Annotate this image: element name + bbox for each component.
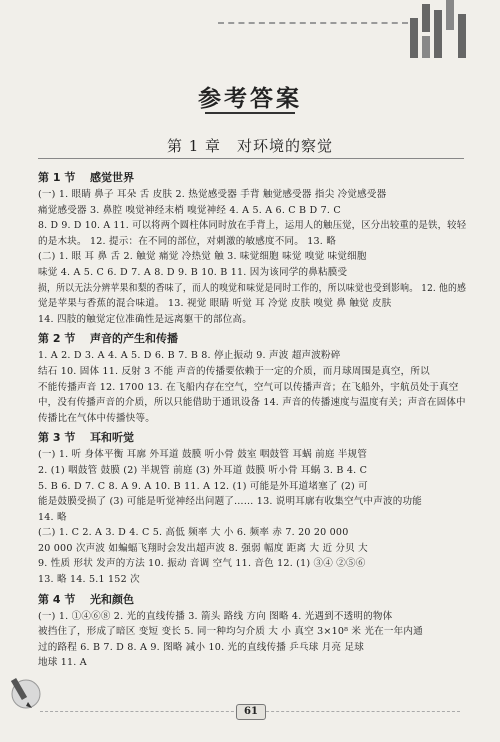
section-number: 第 3 节 bbox=[38, 431, 76, 445]
answer-line: 损，所以无法分辨苹果和梨的香味了，而人的嗅觉和味觉是同时工作的，所以味觉也受到影响。 12. 他的感 bbox=[38, 282, 467, 294]
section-number: 第 1 节 bbox=[38, 171, 76, 184]
answer-line: 味觉 4. A 5. C 6. D 7. A 8. D 9. B 10. B 11. 因为该同学的鼻粘膜受 bbox=[38, 266, 348, 278]
page-number: 61 bbox=[236, 704, 266, 720]
answer-line: 觉是苹果与香蕉的混合味道。 13. 视觉 眼睛 听觉 耳 冷觉 皮肤 嗅觉 鼻 触觉 皮肤 bbox=[38, 298, 392, 310]
answer-line: 能是鼓膜受损了 (3) 可能是听觉神经出问题了…… 13. 说明耳廓有收集空气中声波的功能 bbox=[38, 496, 423, 508]
answer-line: 痛觉感受器 3. 鼻腔 嗅觉神经末梢 嗅觉神经 4. A 5. A 6. C B D 7. C bbox=[38, 204, 341, 216]
header-bars-decoration bbox=[410, 0, 470, 60]
answer-line: 传播比在气体中传播快等。 bbox=[38, 412, 155, 424]
section-number: 第 2 节 bbox=[38, 332, 76, 346]
section-title: 光和颜色 bbox=[90, 592, 134, 606]
chapter-title: 第 1 章 对环境的察觉 bbox=[166, 137, 334, 155]
section-heading bbox=[38, 592, 468, 608]
answer-line: 5. B 6. D 7. C 8. A 9. A 10. B 11. A 12. (1) 可能是外耳道堵塞了 (2) 可 bbox=[38, 480, 368, 492]
section-heading bbox=[38, 331, 468, 347]
title-underline bbox=[205, 112, 295, 114]
answer-line: 20 000 次声波 如蝙蝠飞翔时会发出超声波 8. 强弱 幅度 距离 大 近 分贝 大 bbox=[38, 542, 368, 554]
answer-line: (二) 1. C 2. A 3. D 4. C 5. 高低 频率 大 小 6. 频率 赤 7. 20 20 000 bbox=[38, 527, 349, 539]
section-title: 声音的产生和传播 bbox=[90, 332, 178, 346]
answer-line: 14. 四肢的触觉定位准确性是远离躯干的部位高。 bbox=[38, 313, 252, 325]
answer-line: 1. A 2. D 3. A 4. A 5. D 6. B 7. B 8. 停止振动 9. 声波 超声波粉碎 bbox=[38, 350, 341, 362]
answer-line: 的是木块。 12. 提示：在不同的部位，对刺激的敏感度不同。 13. 略 bbox=[38, 235, 336, 247]
answer-line: 地球 11. A bbox=[38, 657, 87, 669]
section-heading bbox=[38, 430, 468, 446]
answer-line: 14. 略 bbox=[38, 511, 67, 523]
section-heading bbox=[38, 170, 468, 186]
answer-line: 8. D 9. D 10. A 11. 可以将两个圆柱体同时放在手背上，运用人的触压觉，区分出较重的是铁，较轻 bbox=[38, 220, 467, 232]
top-dashed-line bbox=[218, 22, 408, 24]
answer-line: (一) 1. ①④⑥⑧ 2. 光的直线传播 3. 箭头 路线 方向 图略 4. 光遇到不透明的物体 bbox=[38, 610, 393, 622]
answer-line: 结石 10. 固体 11. 反射 3 不能 声音的传播要依赖于一定的介质，而月球周围是真空，所以 bbox=[38, 365, 430, 377]
page-title: 参考答案 bbox=[198, 86, 302, 112]
chapter-divider bbox=[38, 158, 464, 159]
answer-line: (一) 1. 眼睛 鼻子 耳朵 舌 皮肤 2. 热觉感受器 手背 触觉感受器 指尖 冷觉感受器 bbox=[38, 189, 387, 200]
answer-line: 9. 性质 形状 发声的方法 10. 振动 音调 空气 11. 音色 12. (1) ③④ ②⑤⑥ bbox=[38, 558, 366, 570]
answer-line: (一) 1. 听 身体平衡 耳廓 外耳道 鼓膜 听小骨 鼓室 咽鼓管 耳蜗 前庭 半规管 bbox=[38, 449, 368, 461]
answer-line: 13. 略 14. 5.1 152 次 bbox=[38, 574, 140, 586]
answer-line: 中，没有传播声音的介质，所以只能借助于通讯设备 14. 声音的传播速度与温度有关；声音在固体中 bbox=[38, 397, 466, 409]
answer-line: 2. (1) 咽鼓管 鼓膜 (2) 半规管 前庭 (3) 外耳道 鼓膜 听小骨 耳蜗 3. B 4. C bbox=[38, 464, 368, 476]
answers-content bbox=[38, 166, 468, 671]
pencil-icon bbox=[6, 672, 46, 712]
answer-line: (二) 1. 眼 耳 鼻 舌 2. 触觉 痛觉 冷热觉 触 3. 味觉细胞 味觉 嗅觉 味觉细胞 bbox=[38, 251, 367, 263]
section-number: 第 4 节 bbox=[38, 592, 76, 606]
answer-line: 过的路程 6. B 7. D 8. A 9. 图略 减小 10. 光的直线传播 乒乓球 月亮 足球 bbox=[38, 641, 364, 653]
section-title: 感觉世界 bbox=[90, 171, 134, 184]
section-title: 耳和听觉 bbox=[90, 431, 134, 445]
answer-line: 不能传播声音 12. 1700 13. 在飞船内存在空气，空气可以传播声音；在飞船外，宇航员处于真空 bbox=[38, 381, 459, 393]
answer-line: 被挡住了，形成了暗区 变短 变长 5. 同一种均匀介质 大 小 真空 3×10⁸ 米 光在一年内通 bbox=[38, 626, 423, 638]
